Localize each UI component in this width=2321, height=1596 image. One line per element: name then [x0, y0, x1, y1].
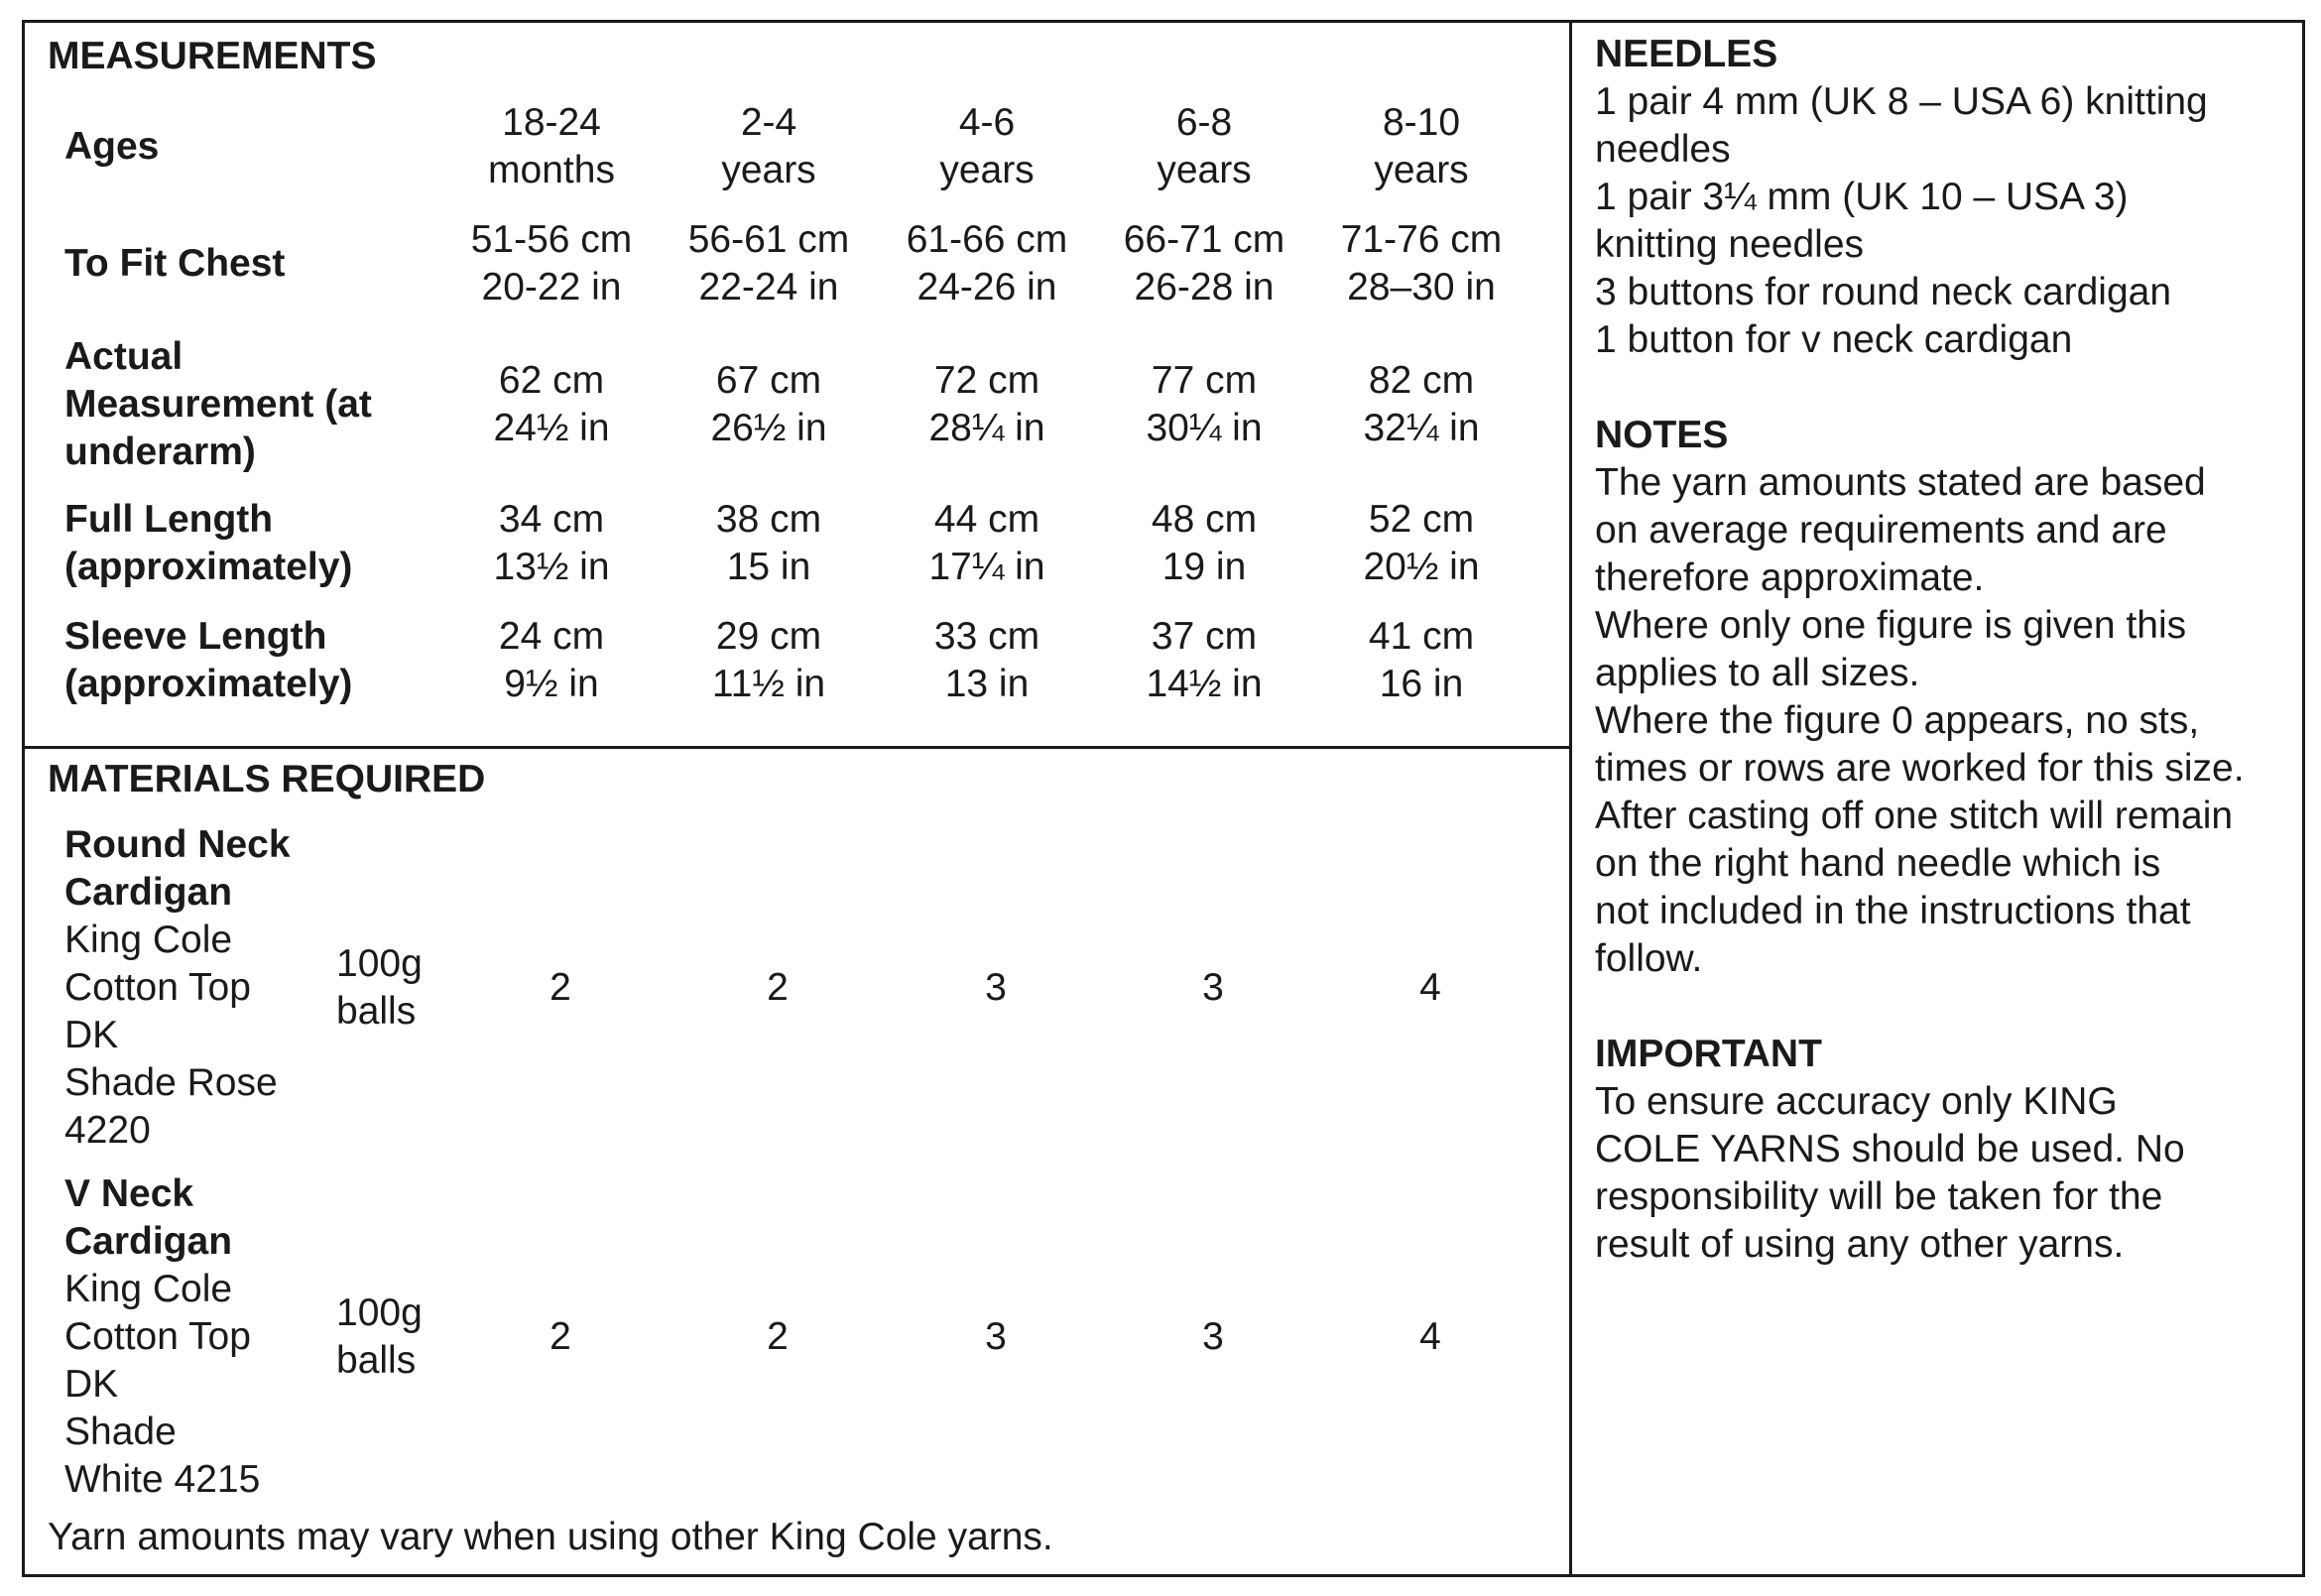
needles-line: 1 pair 3¼ mm (UK 10 – USA 3)	[1595, 176, 2129, 218]
measurement-cell: 56-61 cm	[687, 218, 850, 261]
measurement-cell: 33 cm	[933, 615, 1040, 658]
measurement-cell: 48 cm	[1151, 498, 1258, 541]
notes-line: therefore approximate.	[1595, 556, 1985, 599]
measurement-cell: years	[1374, 149, 1469, 191]
right-column	[1595, 31, 2289, 1269]
measurement-cell: 30¼ in	[1146, 407, 1263, 449]
measurement-cell: 51-56 cm	[470, 218, 633, 261]
measurement-cell: 34 cm	[498, 498, 605, 541]
material-quantity: 2	[767, 966, 789, 1009]
material-name: Cardigan	[64, 871, 233, 914]
needles-title: NEEDLES	[1595, 33, 1778, 75]
material-quantity: 4	[1419, 1315, 1441, 1358]
material-unit: balls	[336, 1339, 417, 1382]
measurement-cell: 29 cm	[715, 615, 822, 658]
measurement-cell: 26½ in	[710, 407, 827, 449]
measurement-row-label: Full Length	[64, 498, 274, 541]
measurement-cell: 17¼ in	[928, 546, 1045, 588]
notes-title: NOTES	[1595, 414, 1729, 456]
material-name: V Neck	[64, 1172, 194, 1215]
material-description: 4220	[64, 1109, 151, 1152]
measurement-cell: 22-24 in	[698, 266, 839, 308]
material-description: Cotton Top	[64, 1315, 251, 1358]
important-title: IMPORTANT	[1595, 1033, 1822, 1075]
material-quantity: 3	[985, 966, 1007, 1009]
important-text	[1595, 1078, 2289, 1269]
measurement-cell: 9½ in	[504, 663, 599, 705]
material-quantity: 4	[1419, 966, 1441, 1009]
measurement-cell: 4-6	[958, 101, 1016, 144]
materials-footnote: Yarn amounts may vary when using other King Cole yarns.	[48, 1516, 1053, 1558]
measurement-cell: 44 cm	[933, 498, 1040, 541]
material-unit: 100g	[336, 942, 423, 985]
measurement-row-label: Actual	[64, 335, 183, 378]
measurement-cell: 26-28 in	[1134, 266, 1275, 308]
measurement-cell: 15 in	[726, 546, 811, 588]
measurement-row-label: Ages	[64, 125, 160, 168]
material-description: Cotton Top	[64, 966, 251, 1009]
measurement-cell: years	[1157, 149, 1252, 191]
measurement-cell: 13 in	[944, 663, 1030, 705]
notes-line: on the right hand needle which is	[1595, 842, 2161, 885]
measurement-cell: 18-24	[502, 101, 601, 144]
measurements-title: MEASUREMENTS	[48, 35, 377, 77]
measurement-cell: 2-4	[740, 101, 797, 144]
measurement-cell: 82 cm	[1368, 359, 1475, 402]
measurement-cell: 71-76 cm	[1340, 218, 1503, 261]
measurement-cell: 32¼ in	[1363, 407, 1480, 449]
notes-line: follow.	[1595, 937, 1703, 980]
material-description: DK	[64, 1363, 119, 1406]
needles-list	[1595, 78, 2289, 364]
measurement-cell: years	[721, 149, 816, 191]
material-unit: balls	[336, 990, 417, 1033]
material-quantity: 3	[985, 1315, 1007, 1358]
measurement-cell: 41 cm	[1368, 615, 1475, 658]
materials-title: MATERIALS REQUIRED	[48, 758, 486, 800]
notes-text	[1595, 459, 2289, 983]
measurement-row-label: underarm)	[64, 430, 256, 473]
needles-line: 3 buttons for round neck cardigan	[1595, 271, 2172, 313]
column-divider	[1569, 20, 1572, 1577]
material-quantity: 3	[1202, 966, 1224, 1009]
notes-line: times or rows are worked for this size.	[1595, 747, 2245, 790]
important-line: result of using any other yarns.	[1595, 1223, 2125, 1266]
measurement-cell: 20-22 in	[481, 266, 622, 308]
material-description: Shade	[64, 1411, 177, 1453]
notes-line: not included in the instructions that	[1595, 890, 2191, 932]
measurement-cell: 6-8	[1175, 101, 1233, 144]
material-unit: 100g	[336, 1291, 423, 1334]
measurement-cell: 77 cm	[1151, 359, 1258, 402]
material-description: DK	[64, 1014, 119, 1056]
needles-line: 1 pair 4 mm (UK 8 – USA 6) knitting	[1595, 80, 2208, 123]
material-name: Cardigan	[64, 1220, 233, 1263]
measurement-row-label: Measurement (at	[64, 383, 372, 426]
material-quantity: 3	[1202, 1315, 1224, 1358]
notes-line: applies to all sizes.	[1595, 652, 1920, 694]
measurement-row-label: To Fit Chest	[64, 242, 286, 285]
measurement-cell: 62 cm	[498, 359, 605, 402]
material-description: King Cole	[64, 1268, 233, 1310]
measurement-cell: 72 cm	[933, 359, 1040, 402]
measurement-cell: months	[488, 149, 615, 191]
needles-line: knitting needles	[1595, 223, 1865, 266]
notes-line: on average requirements and are	[1595, 509, 2167, 552]
material-quantity: 2	[767, 1315, 789, 1358]
material-description: White 4215	[64, 1458, 261, 1501]
material-name: Round Neck	[64, 823, 291, 866]
notes-line: Where only one figure is given this	[1595, 604, 2187, 647]
notes-line: Where the figure 0 appears, no sts,	[1595, 699, 2200, 742]
measurement-cell: 37 cm	[1151, 615, 1258, 658]
important-line: COLE YARNS should be used. No	[1595, 1128, 2185, 1170]
measurement-cell: 11½ in	[711, 663, 826, 705]
needles-line: needles	[1595, 128, 1731, 171]
measurement-cell: 52 cm	[1368, 498, 1475, 541]
notes-line: The yarn amounts stated are based	[1595, 461, 2206, 504]
measurement-row-label: Sleeve Length	[64, 615, 327, 658]
measurement-row-label: (approximately)	[64, 663, 353, 705]
measurement-cell: 28–30 in	[1347, 266, 1496, 308]
measurement-cell: 20½ in	[1363, 546, 1480, 588]
material-quantity: 2	[550, 1315, 571, 1358]
measurement-cell: 38 cm	[715, 498, 822, 541]
measurement-cell: years	[939, 149, 1035, 191]
important-line: responsibility will be taken for the	[1595, 1175, 2163, 1218]
material-quantity: 2	[550, 966, 571, 1009]
measurement-cell: 67 cm	[715, 359, 822, 402]
measurement-cell: 61-66 cm	[906, 218, 1068, 261]
measurement-cell: 8-10	[1382, 101, 1461, 144]
measurement-cell: 13½ in	[493, 546, 610, 588]
measurement-cell: 19 in	[1161, 546, 1247, 588]
important-line: To ensure accuracy only KING	[1595, 1080, 2118, 1123]
measurement-cell: 24½ in	[493, 407, 610, 449]
measurement-cell: 24 cm	[498, 615, 605, 658]
material-description: Shade Rose	[64, 1061, 278, 1104]
measurement-row-label: (approximately)	[64, 546, 353, 588]
material-description: King Cole	[64, 919, 233, 961]
measurement-cell: 16 in	[1379, 663, 1464, 705]
measurement-cell: 28¼ in	[928, 407, 1045, 449]
measurement-cell: 14½ in	[1146, 663, 1263, 705]
needles-line: 1 button for v neck cardigan	[1595, 318, 2073, 361]
measurement-cell: 66-71 cm	[1123, 218, 1285, 261]
measurement-cell: 24-26 in	[916, 266, 1057, 308]
notes-line: After casting off one stitch will remain	[1595, 795, 2234, 837]
section-divider	[22, 746, 1572, 749]
